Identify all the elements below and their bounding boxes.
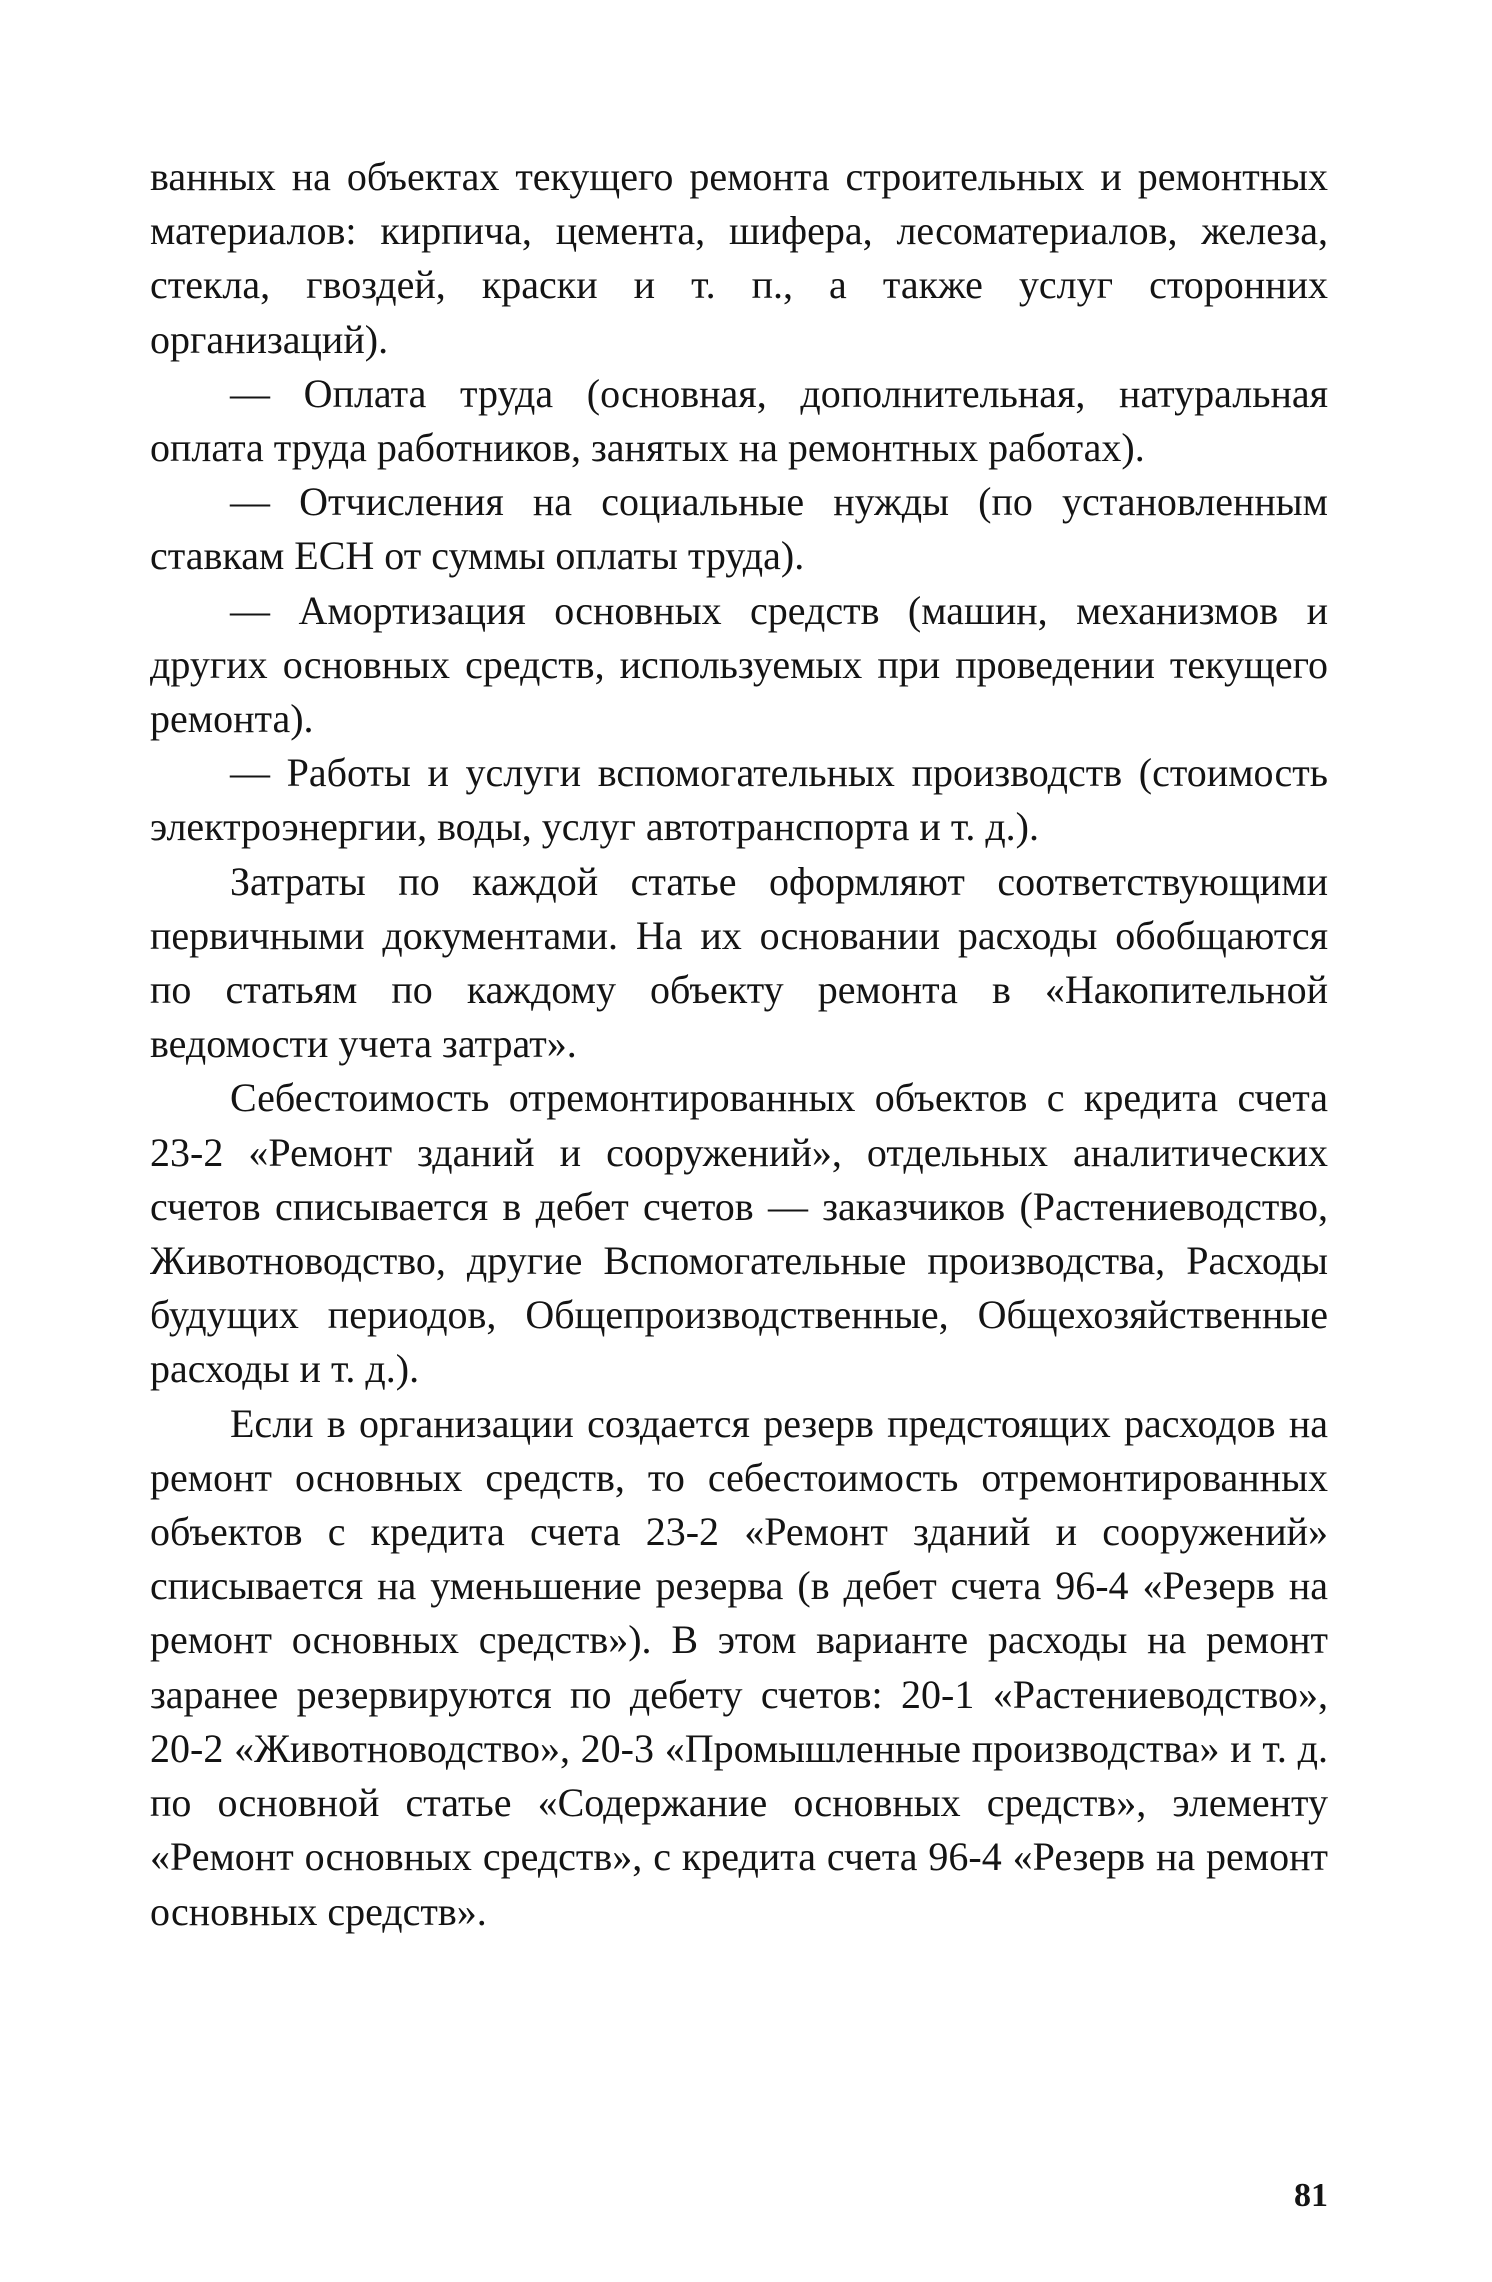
paragraph-depreciation: — Амортизация основных средств (машин, механизмов и других основных средств, используемых при проведении текущего ремонта). [150, 587, 1328, 742]
page-number: 81 [1294, 2177, 1328, 2214]
paragraph-cost-writeoff: Себестоимость отремонтированных объектов с кредита счета 23-2 «Ремонт зданий и сооружений», отдельных аналитических счетов списывается в дебет счетов — заказчиков (Растениеводство, Животноводство, другие Вспомогательные производства, Расходы будущих периодов, Общепроизводственные, Общехозяйственные расходы и т. д.). [150, 1075, 1328, 1392]
paragraph-repair-reserve: Если в организации создается резерв предстоящих расходов на ремонт основных средств, то себестоимость отремонтированных объектов с кредита счета 23-2 «Ремонт зданий и сооружений» списывается на уменьшение резерва (в дебет счета 96-4 «Резерв на ремонт основных средств»). В этом варианте расходы на ремонт заранее резервируются по дебету счетов: 20-1 «Растениеводство», 20-2 «Животноводство», 20-3 «Промышленные производства» и т. д. по основной статье «Содержание основных средств», элементу «Ремонт основных средств», с кредита счета 96-4 «Резерв на ремонт основных средств». [150, 1400, 1328, 1934]
paragraph-social-deductions: — Отчисления на социальные нужды (по установленным ставкам ЕСН от суммы оплаты труда). [150, 479, 1328, 579]
paragraph-continued: ванных на объектах текущего ремонта строительных и ремонтных материалов: кирпича, цемента, шифера, лесоматериалов, железа, стекла, гвоздей, краски и т. п., а также услуг сторонних организаций). [150, 154, 1328, 362]
paragraph-auxiliary-services: — Работы и услуги вспомогательных производств (стоимость электроэнергии, воды, услуг автотранспорта и т. д.). [150, 750, 1328, 850]
page-body [150, 150, 1328, 2150]
paragraph-labor-pay: — Оплата труда (основная, дополнительная, натуральная оплата труда работников, занятых на ремонтных работах). [150, 370, 1328, 471]
paragraph-cost-documents: Затраты по каждой статье оформляют соответствующими первичными документами. На их основании расходы обобщаются по статьям по каждому объекту ремонта в «Накопительной ведомости учета затрат». [150, 858, 1328, 1067]
